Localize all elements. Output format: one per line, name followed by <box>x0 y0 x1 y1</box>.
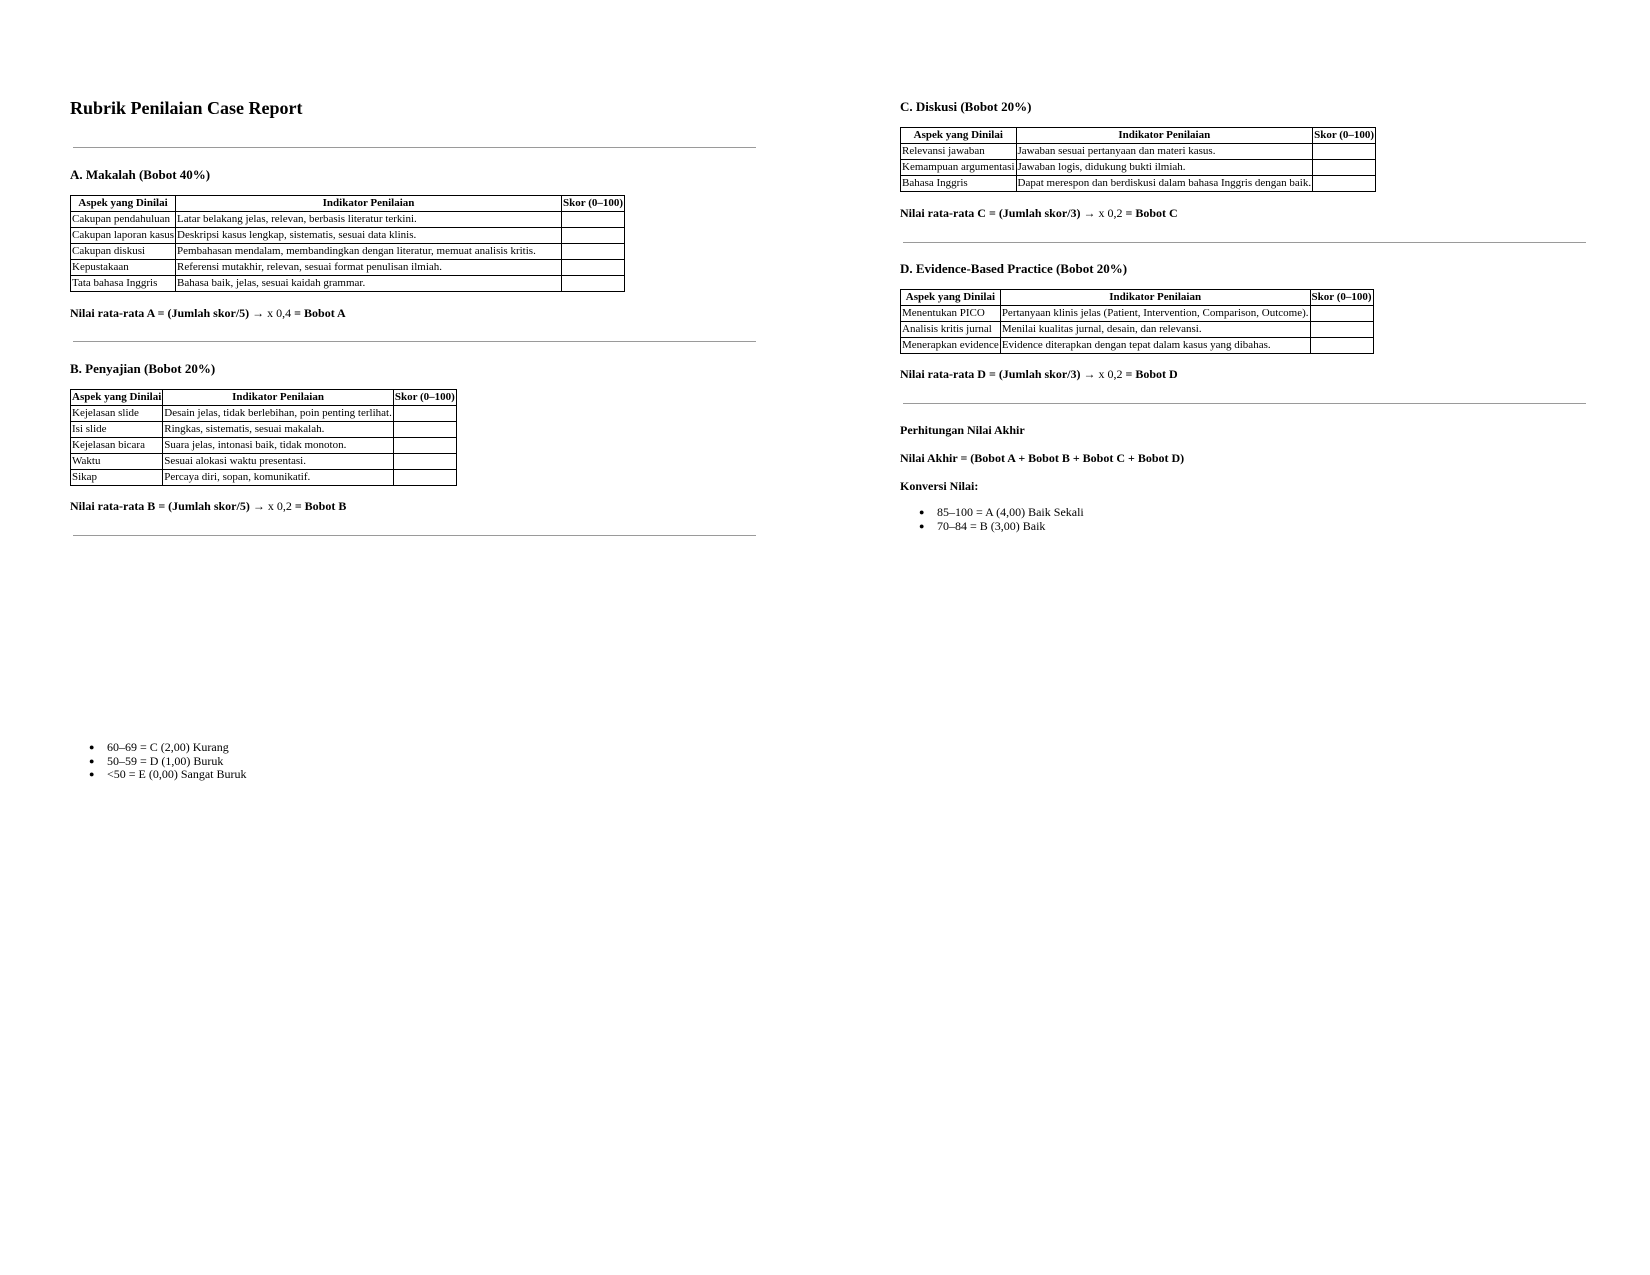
section-a-heading: A. Makalah (Bobot 40%) <box>70 167 211 182</box>
section-a-table <box>70 195 625 292</box>
final-heading: Perhitungan Nilai Akhir <box>900 423 1025 437</box>
indicator-cell: Pertanyaan klinis jelas (Patient, Intervention, Comparison, Outcome). <box>1000 306 1310 322</box>
table-row <box>901 338 1374 354</box>
grade-list <box>919 506 1084 533</box>
aspect-cell: Menerapkan evidence <box>901 338 1001 354</box>
header-aspect: Aspek yang Dinilai <box>71 390 163 406</box>
table-row <box>71 454 457 470</box>
aspect-cell: Isi slide <box>71 422 163 438</box>
table-row <box>901 176 1376 192</box>
indicator-cell: Jawaban logis, didukung bukti ilmiah. <box>1016 160 1313 176</box>
table-row <box>71 422 457 438</box>
score-cell[interactable] <box>1310 306 1373 322</box>
score-cell[interactable] <box>393 470 456 486</box>
section-b-formula <box>70 499 346 514</box>
formula-right: = Bobot A <box>291 306 346 320</box>
formula-multiplier: x 0,2 <box>267 499 292 513</box>
formula-left: Nilai rata-rata A = (Jumlah skor/5) → <box>70 306 268 320</box>
divider <box>73 341 756 342</box>
indicator-cell: Sesuai alokasi waktu presentasi. <box>163 454 394 470</box>
divider <box>73 535 756 536</box>
section-c-formula <box>900 206 1178 221</box>
header-indicator: Indikator Penilaian <box>163 390 394 406</box>
formula-multiplier: x 0,4 <box>267 306 292 320</box>
formula-multiplier: x 0,2 <box>1098 206 1123 220</box>
indicator-cell: Evidence diterapkan dengan tepat dalam kasus yang dibahas. <box>1000 338 1310 354</box>
table-row <box>71 276 625 292</box>
score-cell[interactable] <box>1310 322 1373 338</box>
score-cell[interactable] <box>562 212 625 228</box>
aspect-cell: Cakupan diskusi <box>71 244 176 260</box>
table-header-row <box>71 196 625 212</box>
section-c-heading: C. Diskusi (Bobot 20%) <box>900 99 1032 114</box>
header-score: Skor (0–100) <box>393 390 456 406</box>
aspect-cell: Menentukan PICO <box>901 306 1001 322</box>
aspect-cell: Tata bahasa Inggris <box>71 276 176 292</box>
indicator-cell: Menilai kualitas jurnal, desain, dan relevansi. <box>1000 322 1310 338</box>
score-cell[interactable] <box>1313 176 1376 192</box>
table-row <box>901 306 1374 322</box>
header-score: Skor (0–100) <box>562 196 625 212</box>
section-d-table <box>900 289 1374 354</box>
aspect-cell: Kejelasan bicara <box>71 438 163 454</box>
header-indicator: Indikator Penilaian <box>1016 128 1313 144</box>
score-cell[interactable] <box>393 454 456 470</box>
table-row <box>71 406 457 422</box>
divider <box>73 147 756 148</box>
score-cell[interactable] <box>1313 160 1376 176</box>
formula-right: = Bobot D <box>1122 367 1178 381</box>
section-a-formula <box>70 306 346 321</box>
formula-right: = Bobot C <box>1122 206 1178 220</box>
table-header-row <box>71 390 457 406</box>
header-aspect: Aspek yang Dinilai <box>71 196 176 212</box>
table-row <box>901 144 1376 160</box>
score-cell[interactable] <box>562 228 625 244</box>
indicator-cell: Latar belakang jelas, relevan, berbasis literatur terkini. <box>176 212 562 228</box>
page-title: Rubrik Penilaian Case Report <box>70 98 303 118</box>
score-cell[interactable] <box>1310 338 1373 354</box>
indicator-cell: Desain jelas, tidak berlebihan, poin penting terlihat. <box>163 406 394 422</box>
score-cell[interactable] <box>393 406 456 422</box>
aspect-cell: Kepustakaan <box>71 260 176 276</box>
conversion-label: Konversi Nilai: <box>900 479 979 493</box>
indicator-cell: Jawaban sesuai pertanyaan dan materi kasus. <box>1016 144 1313 160</box>
score-cell[interactable] <box>562 244 625 260</box>
section-d-formula <box>900 367 1178 382</box>
header-indicator: Indikator Penilaian <box>176 196 562 212</box>
score-cell[interactable] <box>562 260 625 276</box>
indicator-cell: Ringkas, sistematis, sesuai makalah. <box>163 422 394 438</box>
indicator-cell: Dapat merespon dan berdiskusi dalam bahasa Inggris dengan baik. <box>1016 176 1313 192</box>
score-cell[interactable] <box>393 422 456 438</box>
indicator-cell: Deskripsi kasus lengkap, sistematis, sesuai data klinis. <box>176 228 562 244</box>
section-d-heading: D. Evidence-Based Practice (Bobot 20%) <box>900 261 1128 276</box>
table-row <box>71 438 457 454</box>
formula-left: Nilai rata-rata C = (Jumlah skor/3) → <box>900 206 1099 220</box>
table-header-row <box>901 290 1374 306</box>
grade-list-continued <box>89 741 247 782</box>
header-indicator: Indikator Penilaian <box>1000 290 1310 306</box>
formula-left: Nilai rata-rata B = (Jumlah skor/5) → <box>70 499 268 513</box>
indicator-cell: Pembahasan mendalam, membandingkan dengan literatur, memuat analisis kritis. <box>176 244 562 260</box>
aspect-cell: Kemampuan argumentasi <box>901 160 1017 176</box>
formula-multiplier: x 0,2 <box>1098 367 1123 381</box>
table-row <box>71 244 625 260</box>
list-item: ● <50 = E (0,00) Sangat Buruk <box>89 768 247 782</box>
section-b-table <box>70 389 457 486</box>
table-header-row <box>901 128 1376 144</box>
list-item: ● 60–69 = C (2,00) Kurang <box>89 741 247 755</box>
formula-left: Nilai rata-rata D = (Jumlah skor/3) → <box>900 367 1099 381</box>
section-b-heading: B. Penyajian (Bobot 20%) <box>70 361 216 376</box>
divider <box>903 403 1586 404</box>
formula-right: = Bobot B <box>291 499 347 513</box>
table-row <box>901 160 1376 176</box>
header-score: Skor (0–100) <box>1310 290 1373 306</box>
aspect-cell: Analisis kritis jurnal <box>901 322 1001 338</box>
aspect-cell: Sikap <box>71 470 163 486</box>
table-row <box>71 470 457 486</box>
score-cell[interactable] <box>562 276 625 292</box>
score-cell[interactable] <box>393 438 456 454</box>
table-row <box>901 322 1374 338</box>
table-row <box>71 212 625 228</box>
aspect-cell: Relevansi jawaban <box>901 144 1017 160</box>
section-c-table <box>900 127 1376 192</box>
divider <box>903 242 1586 243</box>
list-item: ● 50–59 = D (1,00) Buruk <box>89 755 247 769</box>
aspect-cell: Cakupan pendahuluan <box>71 212 176 228</box>
score-cell[interactable] <box>1313 144 1376 160</box>
list-item: ● 70–84 = B (3,00) Baik <box>919 520 1084 534</box>
header-aspect: Aspek yang Dinilai <box>901 290 1001 306</box>
aspect-cell: Cakupan laporan kasus <box>71 228 176 244</box>
aspect-cell: Kejelasan slide <box>71 406 163 422</box>
list-item: ● 85–100 = A (4,00) Baik Sekali <box>919 506 1084 520</box>
indicator-cell: Bahasa baik, jelas, sesuai kaidah grammar. <box>176 276 562 292</box>
table-row <box>71 260 625 276</box>
header-score: Skor (0–100) <box>1313 128 1376 144</box>
final-formula: Nilai Akhir = (Bobot A + Bobot B + Bobot C + Bobot D) <box>900 451 1185 465</box>
indicator-cell: Percaya diri, sopan, komunikatif. <box>163 470 394 486</box>
header-aspect: Aspek yang Dinilai <box>901 128 1017 144</box>
aspect-cell: Bahasa Inggris <box>901 176 1017 192</box>
indicator-cell: Suara jelas, intonasi baik, tidak monoton. <box>163 438 394 454</box>
table-row <box>71 228 625 244</box>
indicator-cell: Referensi mutakhir, relevan, sesuai format penulisan ilmiah. <box>176 260 562 276</box>
aspect-cell: Waktu <box>71 454 163 470</box>
